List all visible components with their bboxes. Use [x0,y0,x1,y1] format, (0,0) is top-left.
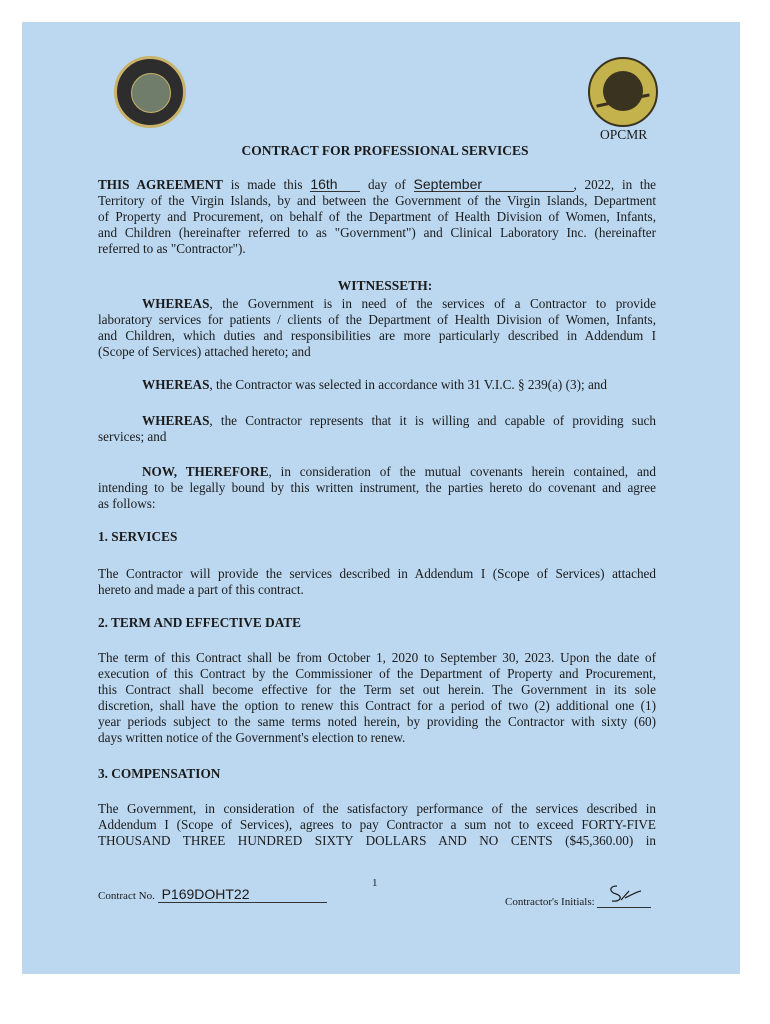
section-2-line-3: this Contract shall become effective for the Term set out herein. The Government in its sole [98,682,656,697]
whereas-1 [98,296,656,360]
month-field[interactable]: September [414,177,574,192]
agreement-line-1 [98,177,656,193]
contract-number-label: Contract No. [98,890,155,902]
day-of-text: day of [368,177,406,192]
section-2-line-4: discretion, shall have the option to renew this Contract for a period of two (2) additional one (1) [98,698,656,713]
whereas-1-line-3: and Children, which duties and responsibilities are more particularly described in Addendum I [98,328,656,343]
section-2-line-6: days written notice of the Government's election to renew. [98,730,406,745]
agreement-line-5: referred to as "Contractor"). [98,241,246,256]
document-title: CONTRACT FOR PROFESSIONAL SERVICES [241,143,529,158]
whereas-2 [98,377,656,393]
initials-signature-icon [603,883,643,905]
initials-field[interactable] [597,893,651,908]
section-3-line-1: The Government, in consideration of the satisfactory performance of the services described in [98,801,656,816]
opcmr-seal-icon [588,57,658,127]
whereas-1-text: , the Government is in need of the services of a Contractor to provide [209,296,656,311]
section-2-line-5: year periods subject to the same terms noted herein, by providing the Contractor with sixty (60) [98,714,656,729]
now-therefore-text: , in consideration of the mutual covenants herein contained, and [268,464,656,479]
section-1-line-1: The Contractor will provide the services described in Addendum I (Scope of Services) attached [98,566,656,581]
agreement-lead: THIS AGREEMENT [98,177,223,192]
year-text: , 2022, in the [573,177,656,192]
whereas-3-text: , the Contractor represents that it is willing and capable of providing such [209,413,656,428]
whereas-1-line-2: laboratory services for patients / clients of the Department of Health Division of Women, Infants, [98,312,656,327]
now-therefore-line-3: as follows: [98,496,156,511]
contractor-initials [505,893,651,908]
whereas-3-lead: WHEREAS [142,413,210,428]
contract-number-field[interactable]: P169DOHT22 [158,886,327,903]
section-2-line-1: The term of this Contract shall be from October 1, 2020 to September 30, 2023. Upon the date of [98,650,656,665]
contract-number [98,886,327,903]
whereas-2-line-1 [98,377,656,393]
whereas-2-lead: WHEREAS [142,377,210,392]
whereas-3-line-1 [98,413,656,429]
whereas-1-line-1 [98,296,656,312]
whereas-3 [98,413,656,445]
whereas-2-text: , the Contractor was selected in accordance with 31 V.I.C. § 239(a) (3); and [209,377,607,392]
agency-label: OPCMR [600,127,648,142]
now-therefore [98,464,656,512]
section-1-heading: 1. SERVICES [98,529,178,544]
agreement-line-4: and Children (hereinafter referred to as "Government") and Clinical Laboratory Inc. (hereinafter [98,225,656,240]
whereas-1-lead: WHEREAS [142,296,210,311]
day-field[interactable]: 16th [310,177,360,192]
section-3-body [98,801,656,849]
agreement-line-3: of Property and Procurement, on behalf of the Department of Health Division of Women, Infants, [98,209,656,224]
section-2-body [98,650,656,746]
section-3-line-2: Addendum I (Scope of Services), agrees to pay Contractor a sum not to exceed FORTY-FIVE [98,817,656,832]
page-number: 1 [372,877,378,889]
whereas-3-line-2: services; and [98,429,167,444]
agreement-paragraph [98,177,656,257]
section-1-line-2: hereto and made a part of this contract. [98,582,304,597]
section-2-line-2: execution of this Contract by the Commissioner of the Department of Property and Procurement, [98,666,656,681]
section-3-heading: 3. COMPENSATION [98,766,221,781]
witnesseth-heading: WITNESSETH: [337,278,433,293]
government-seal-icon [114,56,186,128]
made-this-text: is made this [230,177,303,192]
now-therefore-line-2: intending to be legally bound by this written instrument, the parties hereto do covenant and agree [98,480,656,495]
initials-label: Contractor's Initials: [505,896,595,908]
now-therefore-line-1 [98,464,656,480]
whereas-1-line-4: (Scope of Services) attached hereto; and [98,344,311,359]
section-3-line-3: THOUSAND THREE HUNDRED SIXTY DOLLARS AND NO CENTS ($45,360.00) in [98,833,656,848]
section-1-body [98,566,656,598]
agreement-line-2: Territory of the Virgin Islands, by and between the Government of the Virgin Islands, Department [98,193,656,208]
now-therefore-lead: NOW, THEREFORE [142,464,269,479]
section-2-heading: 2. TERM AND EFFECTIVE DATE [98,615,302,630]
